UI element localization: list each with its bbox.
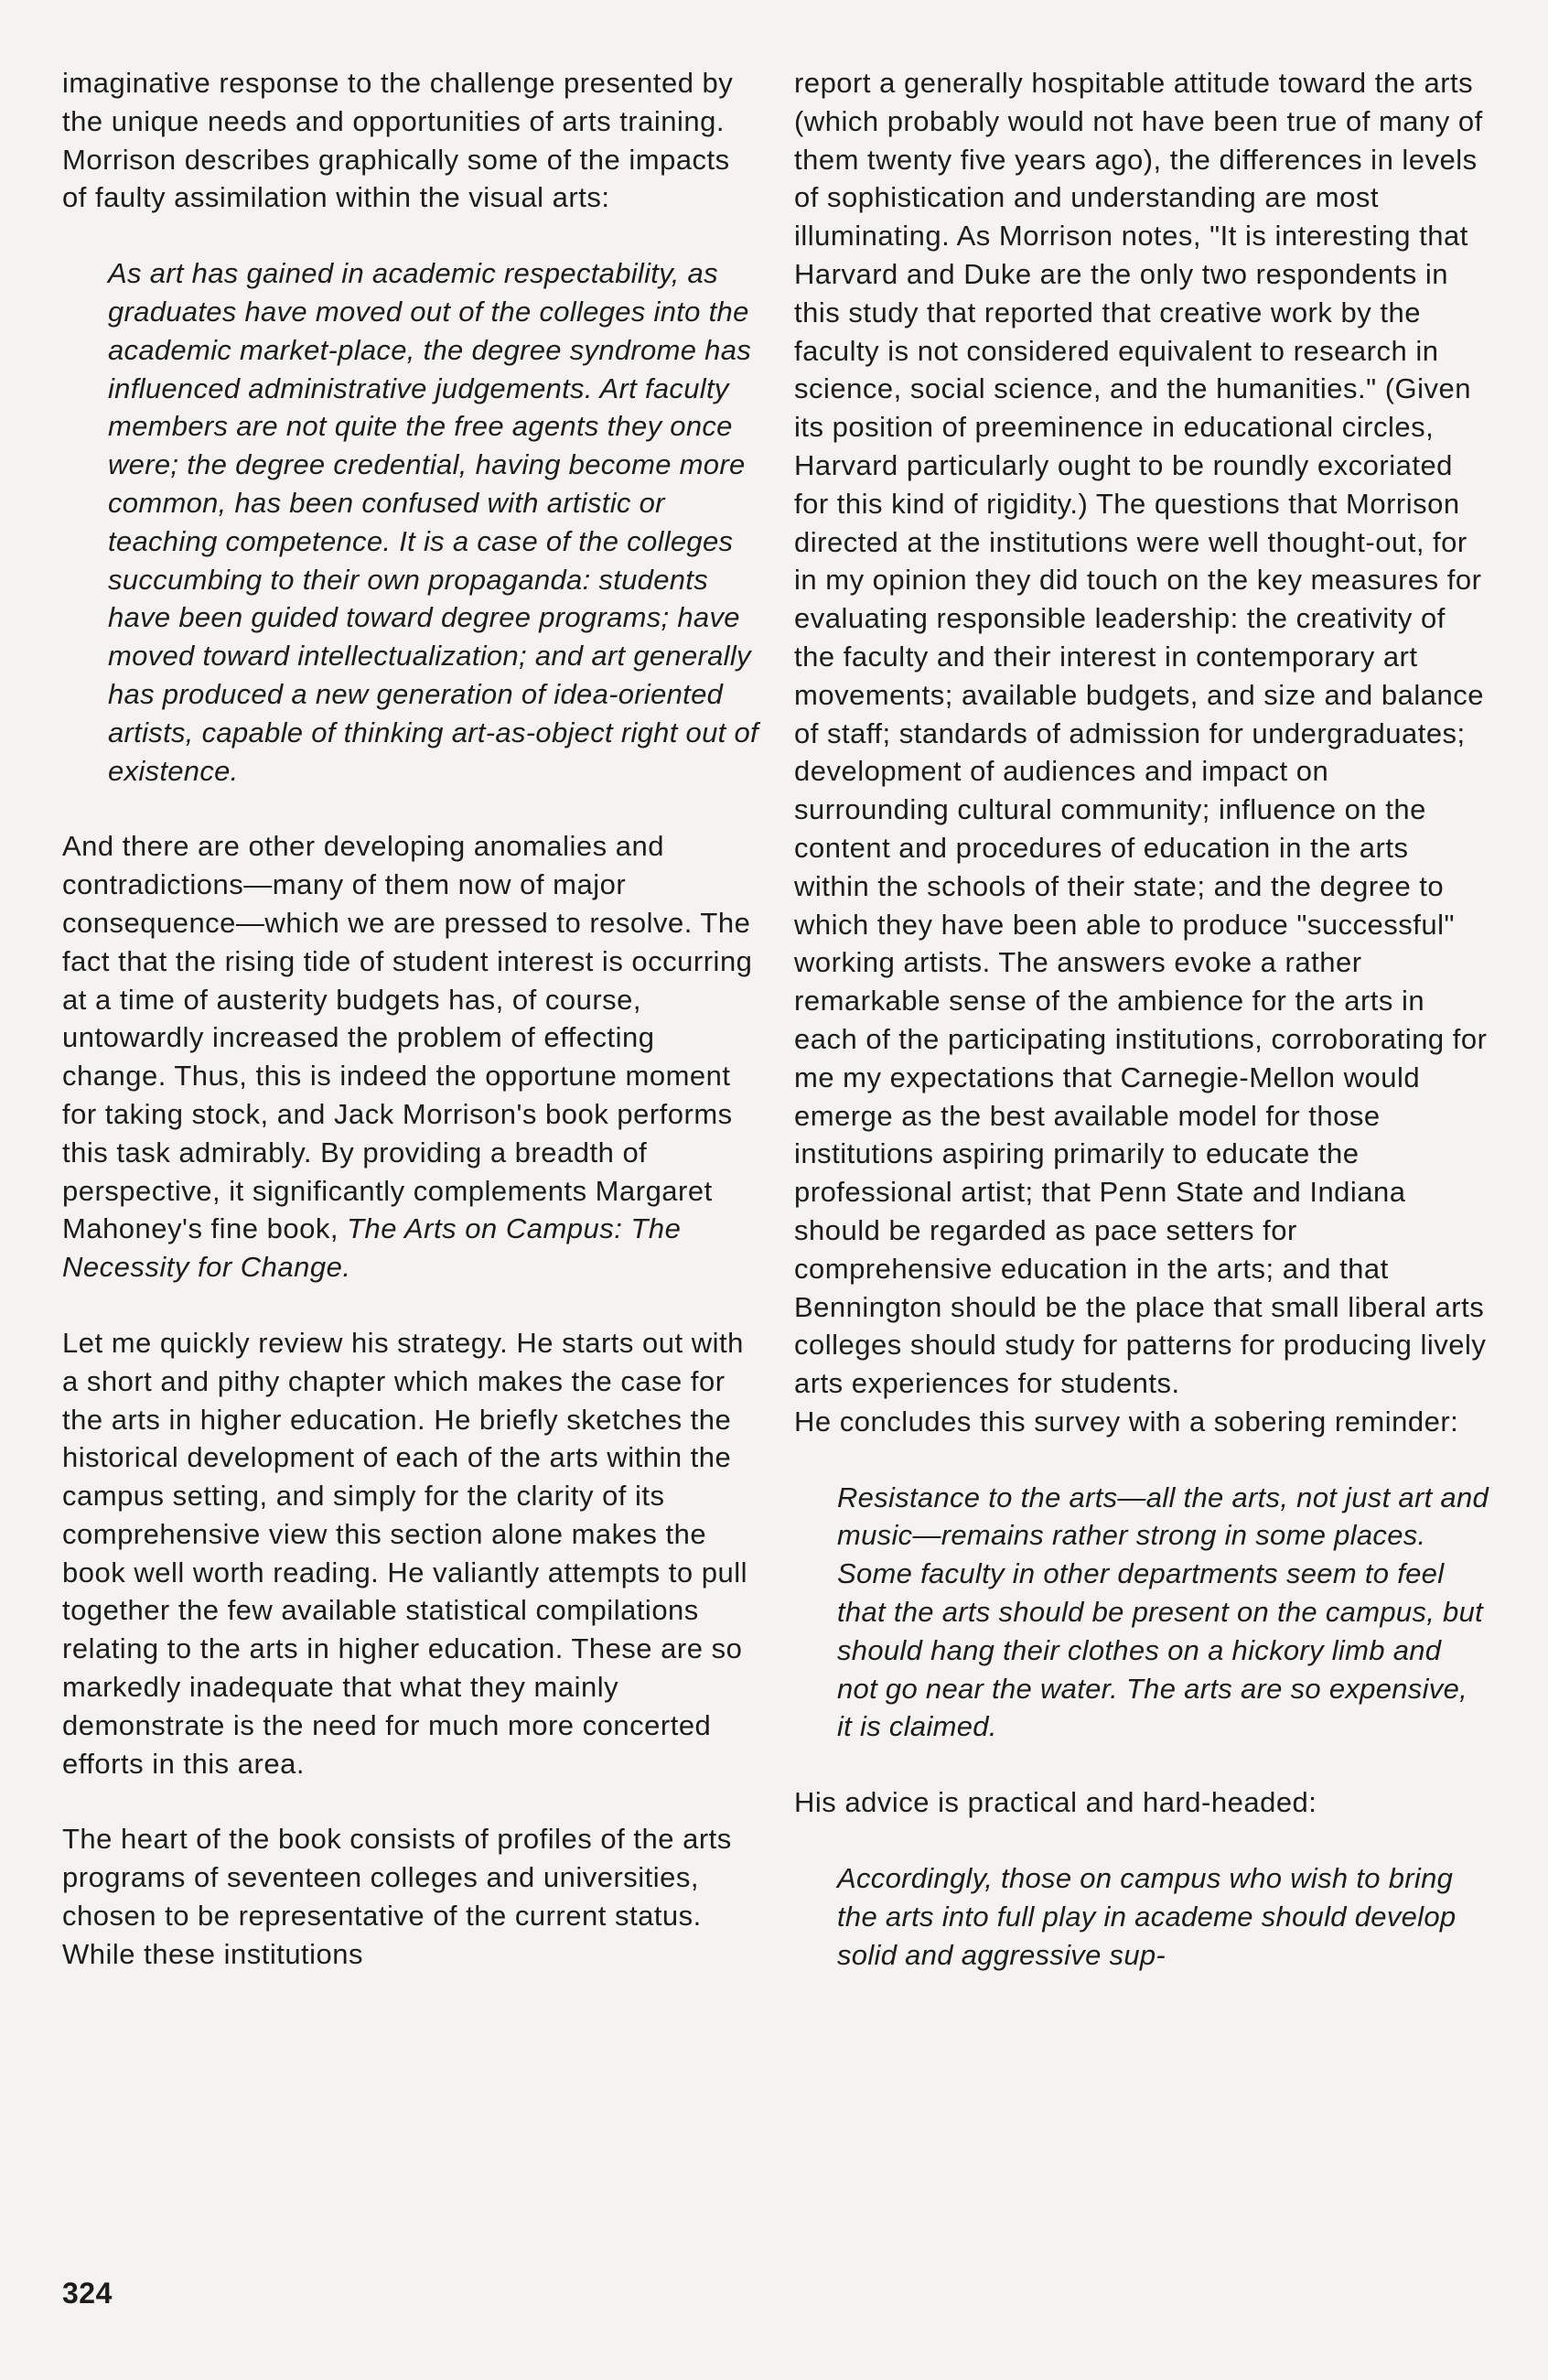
right-paragraph-1: report a generally hospitable attitude toward the arts (which probably would not have been true of many of them twenty five years ago), the differences in levels of sophistication and understanding are most illuminating. As Morrison notes, "It is interesting that Harvard and Duke are the only two respondents in this study that reported that creative work by the faculty is not considered equivalent to research in science, social science, and the humanities." (Given its position of preeminence in educational circles, Harvard particularly ought to be roundly excoriated for this kind of rigidity.) The questions that Morrison directed at the institutions were well thought-out, for in my opinion they did touch on the key measures for evaluating responsible leadership: the creativity of the faculty and their interest in contemporary art movements; available budgets, and size and balance of staff; standards of admission for undergraduates; development of audiences and impact on surrounding cultural community; influence on the content and procedures of education in the arts within the schools of their state; and the degree to which they have been able to produce "successful" working artists. The answers evoke a rather remarkable sense of the ambience for the arts in each of the participating institutions, corroborating for me my expectations that Carnegie-Mellon would emerge as the best available model for those institutions aspiring primarily to educate the professional artist; that Penn State and Indiana should be regarded as pace setters for comprehensive education in the arts; and that Bennington should be the place that small liberal arts colleges should study for patterns for producing lively arts experiences for students. xyxy=(794,67,1488,1400)
left-paragraph-1: imaginative response to the challenge presented by the unique needs and opportunities of arts training. Morrison describes graphically some of the impacts of faulty assimilation within the visual arts: xyxy=(62,67,734,214)
left-paragraph-3: Let me quickly review his strategy. He starts out with a short and pithy chapter which makes the case for the arts in higher education. He briefly sketches the historical development of each of the arts within the campus setting, and simply for the clarity of its comprehensive view this section alone makes the book well worth reading. He valiantly attempts to pull together the few available statistical compilations relating to the arts in higher education. These are so markedly inadequate that what they mainly demonstrate is the need for much more concerted efforts in this area. xyxy=(62,1326,747,1780)
left-paragraph-2-text: And there are other developing anomalies and contradictions—many of them now of major consequence—which we are pressed to resolve. The fact that the rising tide of student interest is occurring at a time of austerity budgets has, of course, untowardly increased the problem of effecting change. Thus, this is indeed the opportune moment for taking stock, and Jack Morrison's book performs this task admirably. By providing a breadth of perspective, it significantly complements Margaret Mahoney's fine book, xyxy=(62,830,753,1245)
right-paragraph-1b: He concludes this survey with a sobering reminder: xyxy=(794,1405,1459,1438)
right-column xyxy=(794,64,1489,1974)
left-paragraph-4: The heart of the book consists of profiles of the arts programs of seventeen colleges and universities, chosen to be representative of the current status. While these institutions xyxy=(62,1823,732,1970)
page-number: 324 xyxy=(62,2277,113,2310)
left-paragraph-2 xyxy=(62,827,762,1287)
left-block-quote: As art has gained in academic respectability, as graduates have moved out of the colleges into the academic market-place, the degree syndrome has influenced administrative judgements. Art faculty members are not quite the free agents they once were; the degree credential, having become more common, has been confused with artistic or teaching competence. It is a case of the colleges succumbing to their own propaganda: students have been guided toward degree programs; have moved toward intellectualization; and art generally has produced a new generation of idea-oriented artists, capable of thinking art-as-object right out of existence. xyxy=(108,257,758,787)
right-paragraph-2: His advice is practical and hard-headed: xyxy=(794,1786,1317,1819)
left-column xyxy=(62,64,762,1974)
right-block-quote-1: Resistance to the arts—all the arts, not just art and music—remains rather strong in some places. Some faculty in other departments seem to feel that the arts should be present on the campus, but should hang their clothes on a hickory limb and not go near the water. The arts are so expensive, it is claimed. xyxy=(837,1481,1489,1743)
book-title: The Arts on Campus: The Necessity for Change. xyxy=(62,1212,682,1284)
right-block-quote-2: Accordingly, those on campus who wish to bring the arts into full play in academe should develop solid and aggressive sup- xyxy=(837,1862,1457,1971)
